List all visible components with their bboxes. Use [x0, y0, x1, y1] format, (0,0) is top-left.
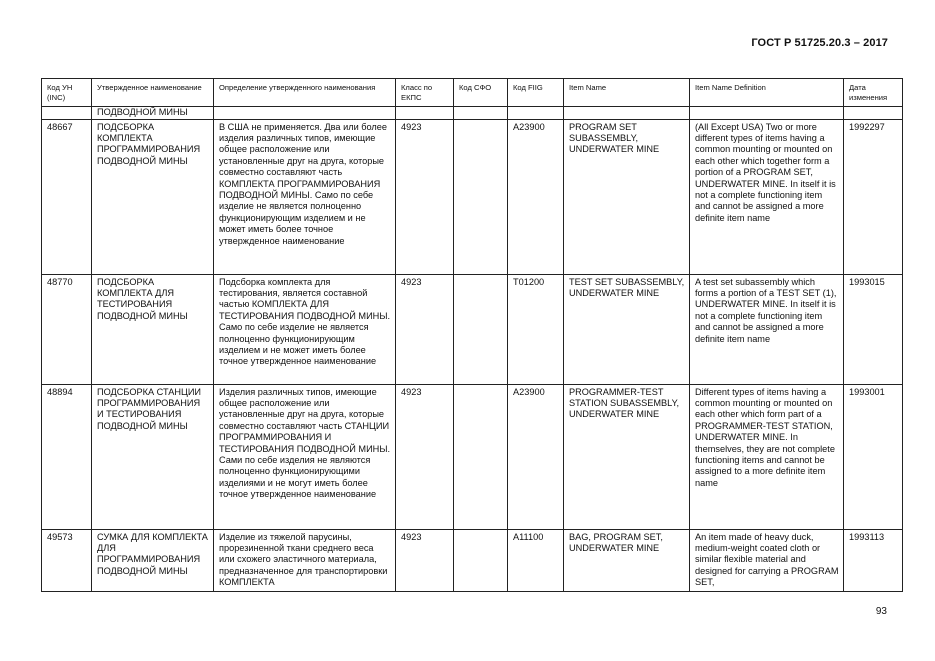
header-approved-name: Утвержденное наименование: [92, 79, 214, 107]
cell-sfo: [454, 119, 508, 274]
header-item-definition: Item Name Definition: [690, 79, 844, 107]
cell-fiig: A11100: [508, 529, 564, 591]
cell-sfo: [454, 384, 508, 529]
cell-change-date: 1993001: [844, 384, 903, 529]
cell-code: 48894: [42, 384, 92, 529]
cell-approved-name: ПОДСБОРКА СТАНЦИИ ПРОГРАММИРОВАНИЯ И ТЕСТИРОВАНИЯ ПОДВОДНОЙ МИНЫ: [92, 384, 214, 529]
document-standard-number: ГОСТ Р 51725.20.3 – 2017: [751, 37, 888, 49]
cell-approved-name: СУМКА ДЛЯ КОМПЛЕКТА ДЛЯ ПРОГРАММИРОВАНИЯ ПОДВОДНОЙ МИНЫ: [92, 529, 214, 591]
header-code: Код УН (INC): [42, 79, 92, 107]
header-change-date: Дата изменения: [844, 79, 903, 107]
cell-approved-name: ПОДСБОРКА КОМПЛЕКТА ДЛЯ ТЕСТИРОВАНИЯ ПОДВОДНОЙ МИНЫ: [92, 274, 214, 384]
page-number: 93: [875, 606, 887, 617]
table-header-row: [42, 79, 903, 107]
cell-item-definition: (All Except USA) Two or more different types of items having a common mounting or mounted on each other which together form a portion of a PROGRAM SET, UNDERWATER MINE. In itself it is not a complete functioning item and cannot be assigned a more definite item name: [690, 119, 844, 274]
header-class: Класс по ЕКПС: [396, 79, 454, 107]
cell-definition: В США не применяется. Два или более изделия различных типов, имеющие общее расположение или установленные друг на друга, которые совместно составляют часть КОМПЛЕКТА ПРОГРАММИРОВАНИЯ ПОДВОДНОЙ МИНЫ. Само по себе изделие не является полноценно функционирующим изделием и не может иметь более точное утвержденное наименование: [214, 119, 396, 274]
cell-change-date: 1992297: [844, 119, 903, 274]
continuation-approved-name: ПОДВОДНОЙ МИНЫ: [92, 107, 214, 120]
cell-sfo: [454, 274, 508, 384]
cell-class: 4923: [396, 119, 454, 274]
cell-approved-name: ПОДСБОРКА КОМПЛЕКТА ПРОГРАММИРОВАНИЯ ПОДВОДНОЙ МИНЫ: [92, 119, 214, 274]
cell-class: 4923: [396, 274, 454, 384]
cell-code: 48667: [42, 119, 92, 274]
cell-change-date: 1993113: [844, 529, 903, 591]
cell-fiig: A23900: [508, 384, 564, 529]
cell-class: 4923: [396, 384, 454, 529]
cell-sfo: [454, 529, 508, 591]
table-row: [42, 529, 903, 591]
header-fiig: Код FIIG: [508, 79, 564, 107]
table-row: [42, 119, 903, 274]
cell-item-name: PROGRAMMER-TEST STATION SUBASSEMBLY, UNDERWATER MINE: [564, 384, 690, 529]
cell-item-name: BAG, PROGRAM SET, UNDERWATER MINE: [564, 529, 690, 591]
cell-item-definition: An item made of heavy duck, medium-weight coated cloth or similar flexible material and designed for carrying a PROGRAM SET,: [690, 529, 844, 591]
header-definition: Определение утвержденного наименования: [214, 79, 396, 107]
table-row: [42, 384, 903, 529]
cell-code: 48770: [42, 274, 92, 384]
header-item-name: Item Name: [564, 79, 690, 107]
cell-item-definition: A test set subassembly which forms a portion of a TEST SET (1), UNDERWATER MINE. In itself it is not a complete functioning item and cannot be assigned a more definite item name: [690, 274, 844, 384]
cell-code: 49573: [42, 529, 92, 591]
cell-change-date: 1993015: [844, 274, 903, 384]
cell-fiig: A23900: [508, 119, 564, 274]
items-table: [41, 78, 903, 592]
cell-definition: Изделие из тяжелой парусины, прорезиненной ткани среднего веса или схожего эластичного материала, предназначенное для транспортировки КОМПЛЕКТА: [214, 529, 396, 591]
cell-class: 4923: [396, 529, 454, 591]
cell-definition: Подсборка комплекта для тестирования, является составной частью КОМПЛЕКТА ДЛЯ ТЕСТИРОВАНИЯ ПОДВОДНОЙ МИНЫ. Само по себе изделие не является полноценно функционирующим изделием и не может иметь более точное утвержденное наименование: [214, 274, 396, 384]
cell-definition: Изделия различных типов, имеющие общее расположение или установленные друг на друга, которые совместно составляют часть СТАНЦИИ ПРОГРАММИРОВАНИЯ И ТЕСТИРОВАНИЯ ПОДВОДНОЙ МИНЫ. Сами по себе изделия не являются полноценно функционирующими изделиями и не могут иметь более точное утвержденное наименование: [214, 384, 396, 529]
header-sfo: Код СФО: [454, 79, 508, 107]
cell-item-name: TEST SET SUBASSEMBLY, UNDERWATER MINE: [564, 274, 690, 384]
cell-item-definition: Different types of items having a common mounting or mounted on each other which form part of a PROGRAMMER-TEST STATION, UNDERWATER MINE. In themselves, they are not complete functioning items and cannot be assigned to a more definite item name: [690, 384, 844, 529]
cell-fiig: T01200: [508, 274, 564, 384]
table-row: [42, 274, 903, 384]
continuation-row: [42, 107, 903, 120]
cell-item-name: PROGRAM SET SUBASSEMBLY, UNDERWATER MINE: [564, 119, 690, 274]
